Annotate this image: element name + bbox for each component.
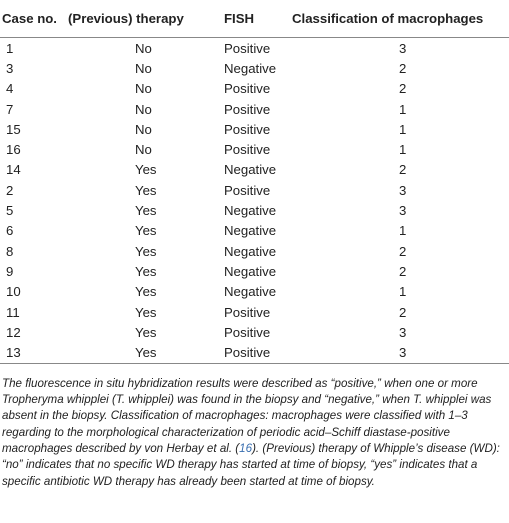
header-therapy: (Previous) therapy xyxy=(68,0,224,38)
footnote-text-2: ). (Previous) therapy of Whipple’s disease (WD): “no” indicates that no specific WD therapy has started at time of biopsy, “yes” indicates that a specific antibiotic WD therapy has already been started at time of biopsy. xyxy=(2,441,500,488)
cell-fish: Positive xyxy=(224,81,271,97)
header-row xyxy=(0,0,509,38)
table-row xyxy=(0,180,509,200)
table-header xyxy=(0,0,509,38)
cell-therapy: Yes xyxy=(135,324,157,340)
cell-classification: 3 xyxy=(399,182,407,198)
cell-case-no: 4 xyxy=(6,81,14,97)
table-row xyxy=(0,342,509,363)
footnote-reference-link[interactable]: 16 xyxy=(239,441,253,455)
cell-case-no: 3 xyxy=(6,60,14,76)
cell-therapy: Yes xyxy=(135,223,157,239)
cell-therapy: Yes xyxy=(135,182,157,198)
cell-therapy: No xyxy=(135,121,152,137)
header-case-no: Case no. xyxy=(0,0,68,38)
table-row xyxy=(0,221,509,241)
table-row xyxy=(0,241,509,261)
cell-therapy: No xyxy=(135,101,152,117)
table-row xyxy=(0,302,509,322)
cell-fish: Positive xyxy=(224,304,271,320)
cell-case-no: 9 xyxy=(6,263,14,279)
table-row xyxy=(0,38,509,59)
cell-therapy: Yes xyxy=(135,203,157,219)
table-row xyxy=(0,160,509,180)
table-row xyxy=(0,322,509,342)
cell-case-no: 11 xyxy=(6,304,20,320)
cell-classification: 2 xyxy=(399,60,407,76)
cell-fish: Positive xyxy=(224,342,292,363)
cell-therapy: No xyxy=(135,40,152,56)
cell-fish: Positive xyxy=(224,101,271,117)
cell-therapy: Yes xyxy=(135,243,157,259)
cell-case-no: 10 xyxy=(6,284,21,300)
cell-fish: Positive xyxy=(224,324,271,340)
cell-classification: 3 xyxy=(399,203,407,219)
cell-classification: 3 xyxy=(399,324,407,340)
header-classification: Classification of macrophages xyxy=(292,0,509,38)
cell-fish: Negative xyxy=(224,162,277,178)
cell-classification: 2 xyxy=(399,243,407,259)
cell-case-no: 7 xyxy=(6,101,14,117)
cell-therapy: No xyxy=(135,60,152,76)
cell-classification: 3 xyxy=(399,40,407,56)
cell-case-no: 12 xyxy=(6,324,21,340)
header-fish: FISH xyxy=(224,0,292,38)
table-row xyxy=(0,139,509,159)
cell-classification: 2 xyxy=(399,304,407,320)
cell-fish: Positive xyxy=(224,40,271,56)
table-row xyxy=(0,200,509,220)
cell-fish: Positive xyxy=(224,121,271,137)
cell-classification: 1 xyxy=(399,223,407,239)
cell-therapy: Yes xyxy=(68,342,224,363)
cell-therapy: Yes xyxy=(135,284,157,300)
cell-case-no: 8 xyxy=(6,243,14,259)
cell-therapy: No xyxy=(135,142,152,158)
cell-classification: 2 xyxy=(399,162,407,178)
cell-case-no: 1 xyxy=(6,40,14,56)
cell-fish: Positive xyxy=(224,142,271,158)
cell-fish: Negative xyxy=(224,284,277,300)
cell-therapy: No xyxy=(135,81,152,97)
table-footnote xyxy=(0,364,509,490)
cell-case-no: 16 xyxy=(6,142,21,158)
cell-classification: 2 xyxy=(399,81,407,97)
footnote-text-1: The fluorescence in situ hybridization results were described as “positive,” when one or more Tropheryma whipplei (T. whipplei) was found in the biopsy and “negative,” when T. whipplei was absent in the biopsy. Classification of macrophages: macrophages were classified with 1–3 regarding to the morphological characterization of periodic acid–Schiff diastase-positive macrophages described by von Herbay et al. ( xyxy=(2,376,492,455)
table-row xyxy=(0,282,509,302)
cell-fish: Negative xyxy=(224,263,277,279)
table-row xyxy=(0,99,509,119)
cell-case-no: 5 xyxy=(6,203,14,219)
cell-case-no: 2 xyxy=(6,182,14,198)
table-row xyxy=(0,119,509,139)
cell-fish: Negative xyxy=(224,223,277,239)
cell-classification: 1 xyxy=(399,284,407,300)
cell-case-no: 6 xyxy=(6,223,14,239)
cell-classification: 3 xyxy=(292,342,509,363)
cell-case-no: 13 xyxy=(0,342,68,363)
cell-fish: Positive xyxy=(224,182,271,198)
cell-therapy: Yes xyxy=(135,304,157,320)
table-row xyxy=(0,79,509,99)
cell-therapy: Yes xyxy=(135,162,157,178)
table-row xyxy=(0,58,509,78)
cell-classification: 1 xyxy=(399,121,407,137)
cell-case-no: 14 xyxy=(6,162,21,178)
cell-classification: 2 xyxy=(399,263,407,279)
table-row xyxy=(0,261,509,281)
cell-classification: 1 xyxy=(399,101,407,117)
cell-fish: Negative xyxy=(224,203,277,219)
table-body xyxy=(0,38,509,364)
cell-classification: 1 xyxy=(399,142,407,158)
cell-fish: Negative xyxy=(224,243,277,259)
cell-case-no: 15 xyxy=(6,121,21,137)
cell-fish: Negative xyxy=(224,60,277,76)
cell-therapy: Yes xyxy=(135,263,157,279)
